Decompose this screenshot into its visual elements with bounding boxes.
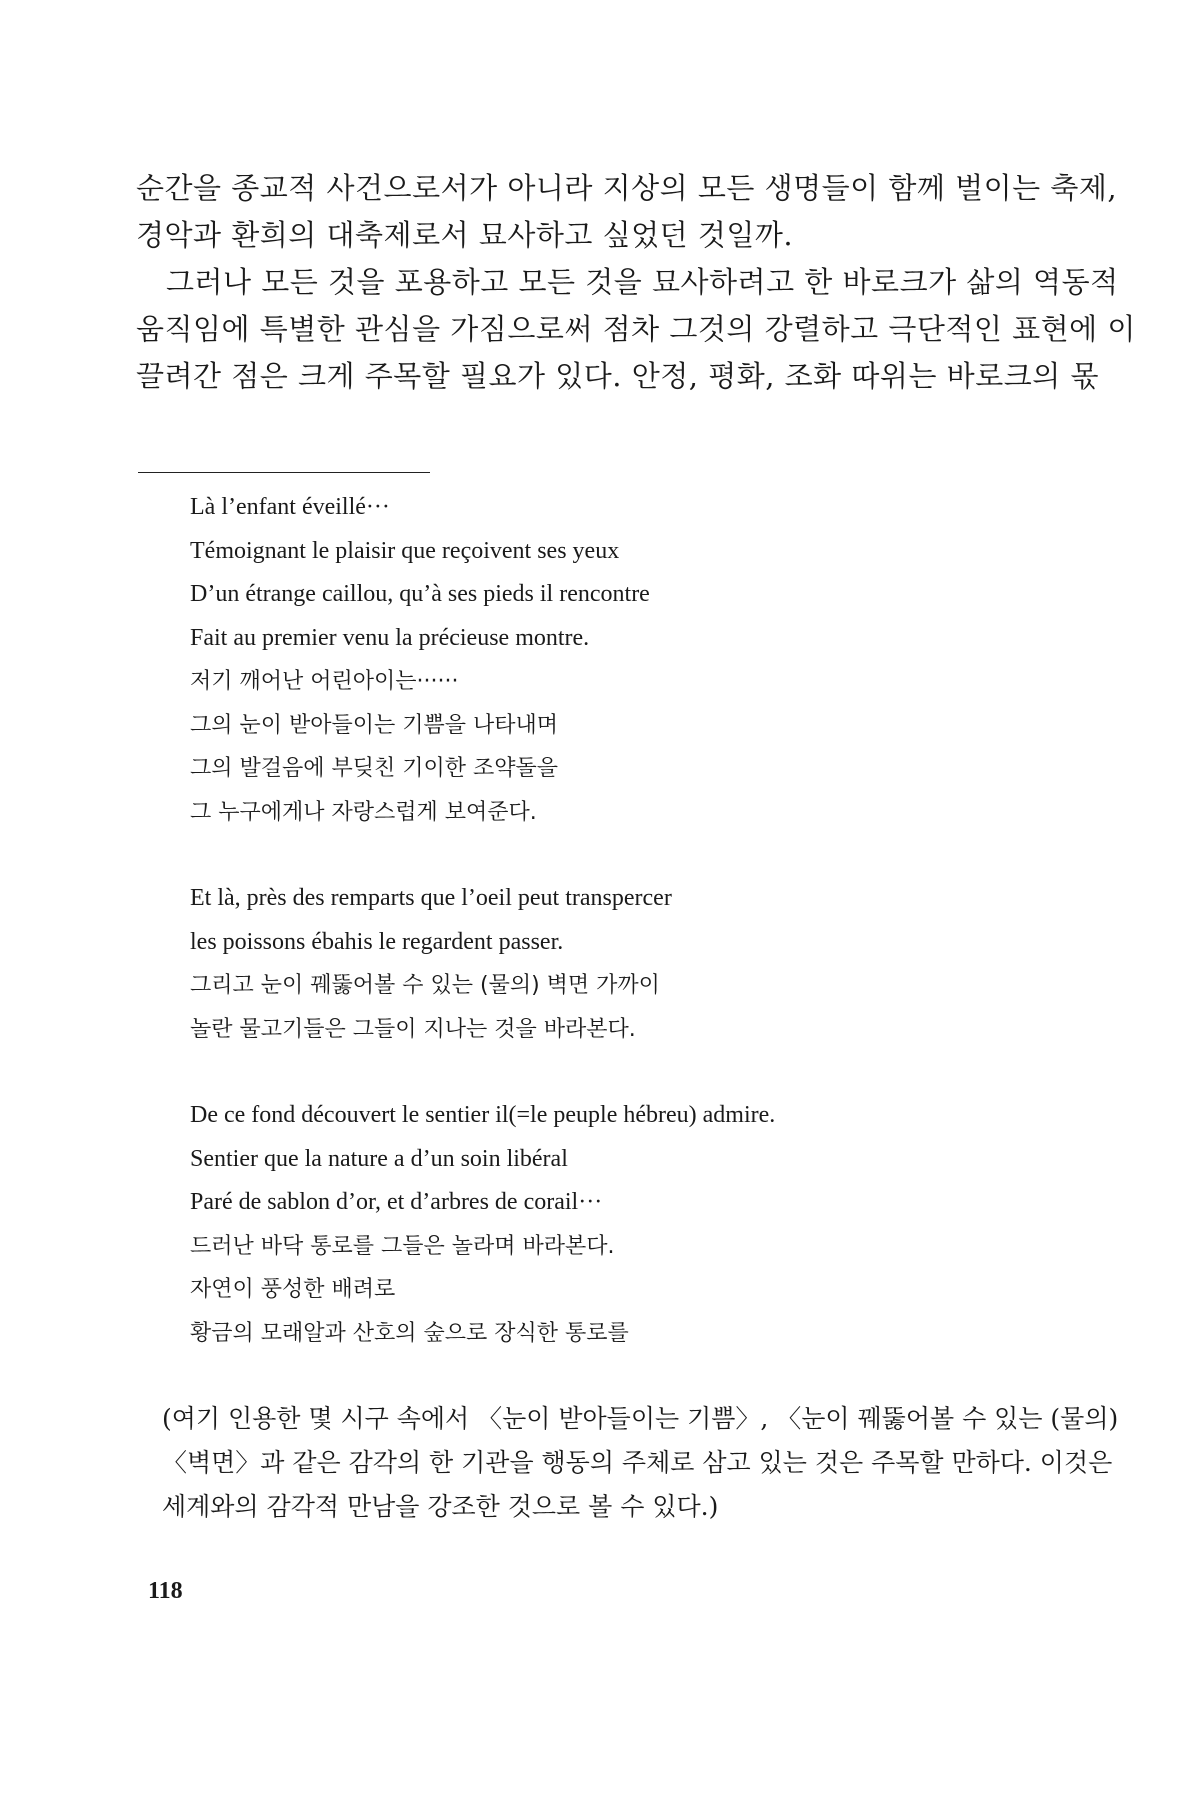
verse-translation-line: 그리고 눈이 꿰뚫어볼 수 있는 (물의) 벽면 가까이 xyxy=(190,973,660,998)
note-line: 세계와의 감각적 만남을 강조한 것으로 볼 수 있다.) xyxy=(162,1492,719,1521)
footnote xyxy=(190,486,1030,1355)
commentary-note xyxy=(162,1397,1119,1529)
verse-line: De ce fond découvert le sentier il(=le peuple hébreu) admire. xyxy=(190,1102,776,1128)
body-line: 그러나 모든 것을 포용하고 모든 것을 묘사하려고 한 바로크가 삶의 역동적 xyxy=(166,265,1119,299)
verse-translation-line: 드러난 바닥 통로를 그들은 놀라며 바라본다. xyxy=(190,1233,615,1259)
verse-line: les poissons ébahis le regardent passer. xyxy=(190,928,564,955)
body-line: 경악과 환희의 대축제로서 묘사하고 싶었던 것일까. xyxy=(136,218,794,252)
note-line: 〈벽면〉과 같은 감각의 한 기관을 행동의 주체로 삼고 있는 것은 주목할 만하다. 이것은 xyxy=(162,1448,1113,1477)
verse-line: D’un étrange caillou, qu’à ses pieds il rencontre xyxy=(190,581,650,607)
note-line: (여기 인용한 몇 시구 속에서 〈눈이 받아들이는 기쁨〉, 〈눈이 꿰뚫어볼 수 있는 (물의) xyxy=(162,1404,1119,1433)
footnote-stanza-1 xyxy=(190,486,1030,834)
verse-translation-line: 놀란 물고기들은 그들이 지나는 것을 바라본다. xyxy=(190,1016,636,1042)
verse-translation-line: 자연이 풍성한 배려로 xyxy=(190,1277,396,1302)
footnote-divider xyxy=(138,472,430,473)
verse-line: Sentier que la nature a d’un soin libéral xyxy=(190,1145,568,1172)
footnote-stanza-2 xyxy=(190,877,1030,1051)
body-paragraph xyxy=(136,165,1136,400)
verse-translation-line: 그 누구에게나 자랑스럽게 보여준다. xyxy=(190,799,537,825)
verse-line: Là l’enfant éveillé··· xyxy=(190,494,390,520)
verse-line: Fait au premier venu la précieuse montre. xyxy=(190,624,590,651)
page-number: 118 xyxy=(148,1578,183,1604)
verse-line: Et là, près des remparts que l’oeil peut transpercer xyxy=(190,885,672,911)
footnote-stanza-3 xyxy=(190,1094,1030,1355)
verse-translation-line: 그의 발걸음에 부딪친 기이한 조약돌을 xyxy=(190,756,559,781)
body-line: 움직임에 특별한 관심을 가짐으로써 점차 그것의 강렬하고 극단적인 표현에 이 xyxy=(136,312,1136,346)
verse-line: Témoignant le plaisir que reçoivent ses yeux xyxy=(190,537,620,564)
verse-translation-line: 저기 깨어난 어린아이는······ xyxy=(190,669,459,694)
body-line: 순간을 종교적 사건으로서가 아니라 지상의 모든 생명들이 함께 벌이는 축제, xyxy=(136,171,1118,205)
verse-line: Paré de sablon d’or, et d’arbres de corail··· xyxy=(190,1189,603,1215)
verse-translation-line: 그의 눈이 받아들이는 기쁨을 나타내며 xyxy=(190,712,559,738)
verse-translation-line: 황금의 모래알과 산호의 숲으로 장식한 통로를 xyxy=(190,1320,629,1346)
body-line: 끌려간 점은 크게 주목할 필요가 있다. 안정, 평화, 조화 따위는 바로크의 몫 xyxy=(136,359,1099,393)
